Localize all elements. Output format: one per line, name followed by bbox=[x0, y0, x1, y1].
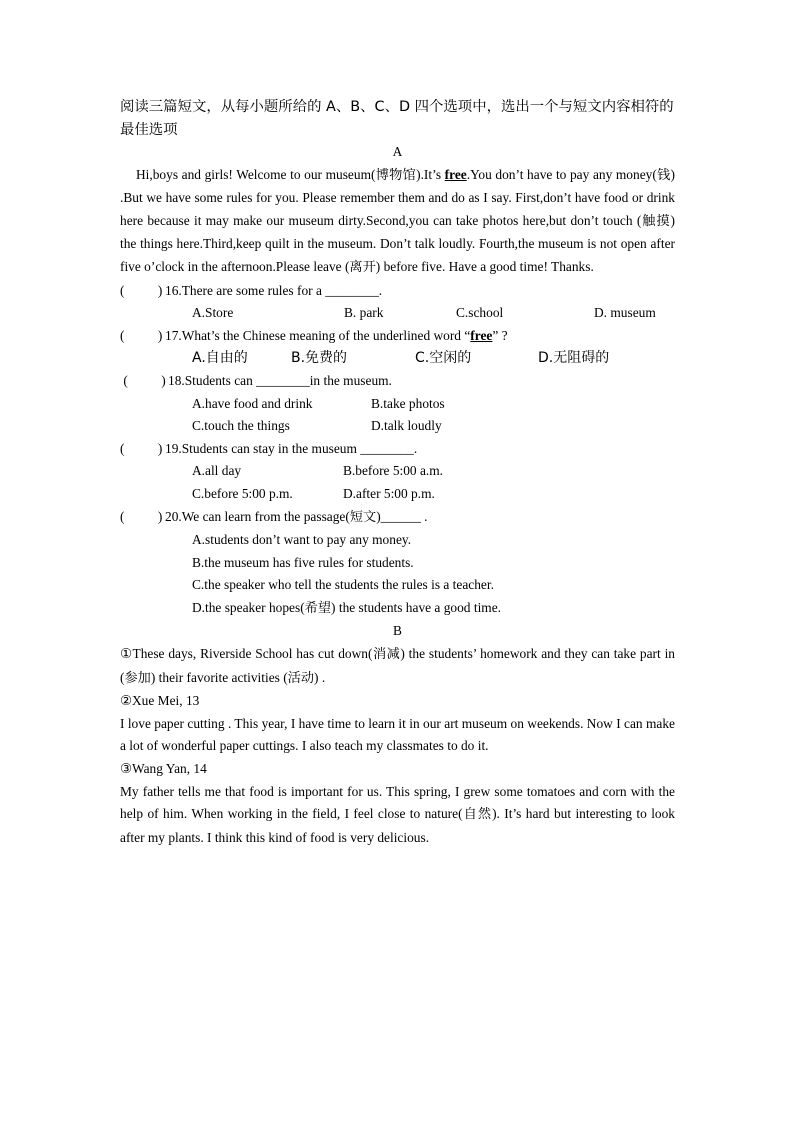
question-19 bbox=[120, 438, 675, 461]
student-name: Xue Mei, 13 bbox=[132, 693, 200, 709]
option-d-text-rest: ) the students have a good time. bbox=[331, 599, 501, 615]
question-18-options-row2 bbox=[120, 415, 675, 438]
question-16 bbox=[120, 280, 675, 303]
gloss-hope: 希望 bbox=[304, 600, 332, 616]
question-20-option-c-row bbox=[120, 574, 675, 597]
underlined-word-free: free bbox=[470, 327, 493, 343]
passage-a-text-4: ) .But we have some rules for you. Please remember them and do as I say. First,don’t have food or drink here because it may make our museum dirty.Second,you can take photos here,but don’t touch ( bbox=[120, 166, 676, 228]
passage-a-text-3: .You don’t have to pay any money( bbox=[466, 166, 657, 182]
option-b: B.the museum has five rules for students. bbox=[192, 554, 414, 570]
question-18 bbox=[120, 370, 675, 393]
circled-number-3: ③ bbox=[120, 761, 133, 777]
worksheet-page bbox=[120, 96, 675, 849]
circled-number-1: ① bbox=[120, 646, 133, 662]
question-19-options-row2 bbox=[120, 483, 675, 506]
gloss-activities: 活动 bbox=[287, 670, 315, 686]
passage-b-text: ) the students’ homework and they can take part in ( bbox=[120, 646, 675, 685]
option-a: A.students don’t want to pay any money. bbox=[192, 532, 412, 548]
option-d: D. museum bbox=[594, 305, 656, 321]
passage-b-text: ) their favorite activities ( bbox=[150, 669, 288, 685]
option-c: C.the speaker who tell the students the rules is a teacher. bbox=[192, 577, 494, 593]
option-b: B. park bbox=[344, 305, 384, 321]
question-stem-part: 20.We can learn from the passage( bbox=[165, 508, 350, 524]
question-16-options bbox=[120, 302, 675, 325]
option-b: B.before 5:00 a.m. bbox=[343, 463, 444, 479]
passage-a-text-1: Hi,boys and girls! Welcome to our museum( bbox=[136, 166, 376, 182]
option-d: D.talk loudly bbox=[371, 418, 442, 434]
option-a: A.自由的 bbox=[192, 350, 248, 367]
option-c: C.before 5:00 p.m. bbox=[192, 485, 293, 501]
answer-blank[interactable]: ( ) bbox=[120, 508, 163, 524]
gloss-passage: 短文 bbox=[349, 509, 377, 525]
passage-a-text-5: ) the things here.Third,keep quilt in the museum. Don’t talk loudly. Fourth,the museum is not open after five o’clock in the afternoon.Please leave ( bbox=[120, 212, 675, 274]
question-20-option-d-row bbox=[120, 597, 675, 621]
passage-a-text-2: ).It’s bbox=[416, 166, 445, 182]
gloss-nature: 自然 bbox=[462, 807, 493, 823]
circled-number-2: ② bbox=[120, 693, 133, 709]
option-a: A.have food and drink bbox=[192, 395, 313, 411]
passage-b-heading: B bbox=[393, 623, 402, 639]
answer-blank[interactable]: ( ) bbox=[120, 282, 163, 298]
gloss-museum: 博物馆 bbox=[375, 167, 417, 183]
option-b: B.take photos bbox=[371, 395, 445, 411]
passage-b-item-2-header bbox=[120, 690, 675, 713]
passage-b-text: My father tells me that food is important for us. This spring, I grew some tomatoes and corn with the help of him. When working in the field, I feel close to nature( bbox=[120, 783, 675, 822]
passage-b-text: These days, Riverside School has cut down( bbox=[132, 646, 373, 662]
option-d: D.after 5:00 p.m. bbox=[343, 485, 435, 501]
passage-a-text bbox=[120, 164, 675, 280]
student-name: Wang Yan, 14 bbox=[132, 761, 207, 777]
answer-blank[interactable]: ( ) bbox=[120, 440, 163, 456]
gloss-money: 钱 bbox=[656, 167, 671, 183]
question-stem bbox=[165, 325, 508, 348]
question-17 bbox=[120, 325, 675, 348]
option-c: C.touch the things bbox=[192, 418, 290, 434]
question-stem: 18.Students can ________in the museum. bbox=[168, 372, 392, 388]
question-stem-part: 17.What’s the Chinese meaning of the underlined word “ bbox=[165, 327, 471, 343]
passage-b-item-1 bbox=[120, 643, 675, 690]
question-stem: 16.There are some rules for a ________. bbox=[165, 282, 383, 298]
passage-b-item-2-text: I love paper cutting . This year, I have time to learn it in our art museum on weekends. Now I can make a lot of wonderful paper cuttings. I also teach my classmates to do it. bbox=[120, 715, 675, 754]
passage-b-text: ) . bbox=[314, 669, 326, 685]
option-c: C.school bbox=[456, 305, 504, 321]
question-20 bbox=[120, 506, 675, 530]
question-stem-part: )______ . bbox=[376, 508, 428, 524]
passage-b-text: ). It’s hard but interesting to look after my plants. I think this kind of food is very delicious. bbox=[120, 806, 676, 845]
question-18-options-row1 bbox=[120, 393, 675, 416]
option-d: D.无阻碍的 bbox=[538, 350, 610, 367]
instruction: 阅读三篇短文，从每小题所给的 A、B、C、D 四个选项中，选出一个与短文内容相符的最佳选项 bbox=[120, 99, 674, 138]
option-d bbox=[192, 597, 501, 621]
question-stem bbox=[165, 506, 428, 530]
question-19-options-row1 bbox=[120, 460, 675, 483]
question-20-option-b-row bbox=[120, 552, 675, 575]
question-17-options bbox=[120, 347, 675, 370]
option-b: B.免费的 bbox=[291, 350, 348, 367]
underlined-word-free: free bbox=[444, 166, 467, 182]
passage-b-item-3-text bbox=[120, 781, 675, 850]
gloss-cut-down: 消减 bbox=[372, 647, 401, 663]
gloss-take-part: 参加 bbox=[124, 670, 151, 686]
answer-blank[interactable]: ( ) bbox=[120, 327, 163, 343]
passage-a-heading: A bbox=[392, 144, 403, 159]
question-stem: 19.Students can stay in the museum ________. bbox=[165, 440, 418, 456]
option-a: A.Store bbox=[192, 305, 234, 321]
passage-b-item-3-header bbox=[120, 758, 675, 781]
option-c: C.空闲的 bbox=[415, 350, 472, 367]
gloss-touch: 触摸 bbox=[641, 213, 671, 229]
answer-blank[interactable]: ( ) bbox=[120, 372, 166, 388]
option-a: A.all day bbox=[192, 463, 242, 479]
gloss-leave: 离开 bbox=[349, 259, 376, 275]
passage-a-text-6: ) before five. Have a good time! Thanks. bbox=[375, 258, 594, 274]
option-d-text: D.the speaker hopes( bbox=[192, 599, 305, 615]
question-stem-part: ” ? bbox=[492, 327, 508, 343]
question-20-option-a-row bbox=[120, 529, 675, 552]
